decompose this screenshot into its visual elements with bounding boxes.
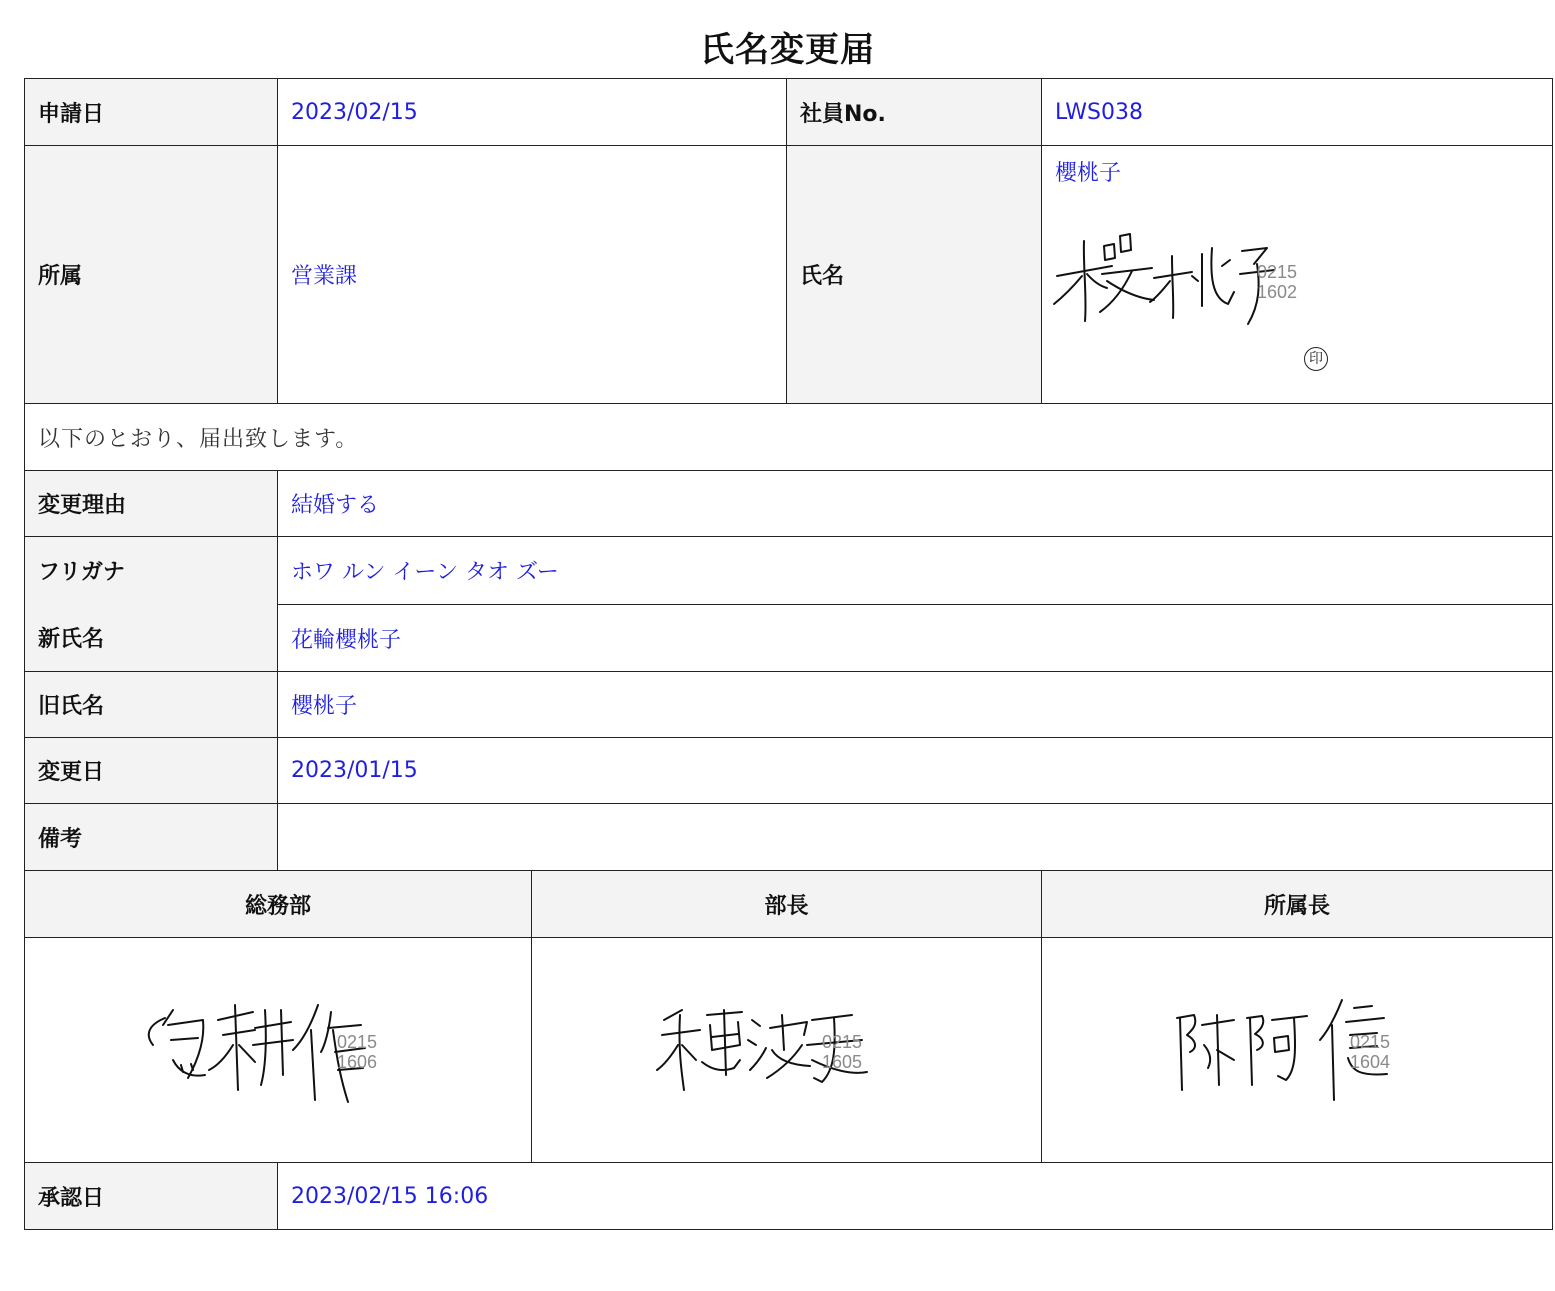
employee-no-label: 社員No. [787,79,1042,146]
notice-text: 以下のとおり、届出致します。 [25,404,1553,471]
change-date-label: 変更日 [25,738,278,804]
approval-header-general-affairs: 総務部 [25,871,532,938]
name-cell [1042,146,1553,404]
furigana-value: ホワ ルン イーン タオ ズー [278,537,1553,605]
approval-stamp-time-director: 1605 [821,1052,862,1072]
department-label: 所属 [25,146,278,404]
change-reason-label: 変更理由 [25,471,278,537]
approval-stamp-time-general-affairs: 1606 [337,1052,378,1072]
approval-stamp-date-director: 0215 [821,1032,862,1052]
approval-date-value: 2023/02/15 16:06 [278,1163,1553,1230]
signature-stamp-date: 0215 [1257,262,1298,282]
new-name-value: 花輪櫻桃子 [278,605,1553,672]
application-date-label: 申請日 [25,79,278,146]
signature-stamp-time: 1602 [1257,282,1298,302]
approval-signature-section-head [1162,990,1432,1110]
seal-icon: 印 [1304,347,1328,371]
application-date-value: 2023/02/15 [278,79,787,146]
approval-signature-director [652,990,922,1110]
approval-signature-cell-director [532,938,1042,1163]
approval-stamp-date-general-affairs: 0215 [337,1032,378,1052]
approval-header-section-head: 所属長 [1042,871,1553,938]
page-title: 氏名変更届 [700,30,875,70]
approval-date-label: 承認日 [25,1163,278,1230]
change-date-value: 2023/01/15 [278,738,1553,804]
old-name-label: 旧氏名 [25,672,278,738]
furigana-label: フリガナ [25,537,278,605]
approval-stamp-date-section-head: 0215 [1350,1032,1391,1052]
remarks-value [278,804,1553,871]
remarks-label: 備考 [25,804,278,871]
approval-header-director: 部長 [532,871,1042,938]
approval-signature-cell-section-head [1042,938,1553,1163]
name-change-form [24,78,1553,1230]
approval-signature-cell-general-affairs [25,938,532,1163]
new-name-label: 新氏名 [25,605,278,672]
department-value: 営業課 [278,146,787,404]
approval-stamp-time-section-head: 1604 [1350,1052,1391,1072]
approval-signature-general-affairs [143,990,413,1110]
employee-no-value: LWS038 [1042,79,1553,146]
old-name-value: 櫻桃子 [278,672,1553,738]
name-value: 櫻桃子 [1055,161,1122,186]
applicant-signature [1052,226,1322,336]
name-label: 氏名 [787,146,1042,404]
change-reason-value: 結婚する [278,471,1553,537]
